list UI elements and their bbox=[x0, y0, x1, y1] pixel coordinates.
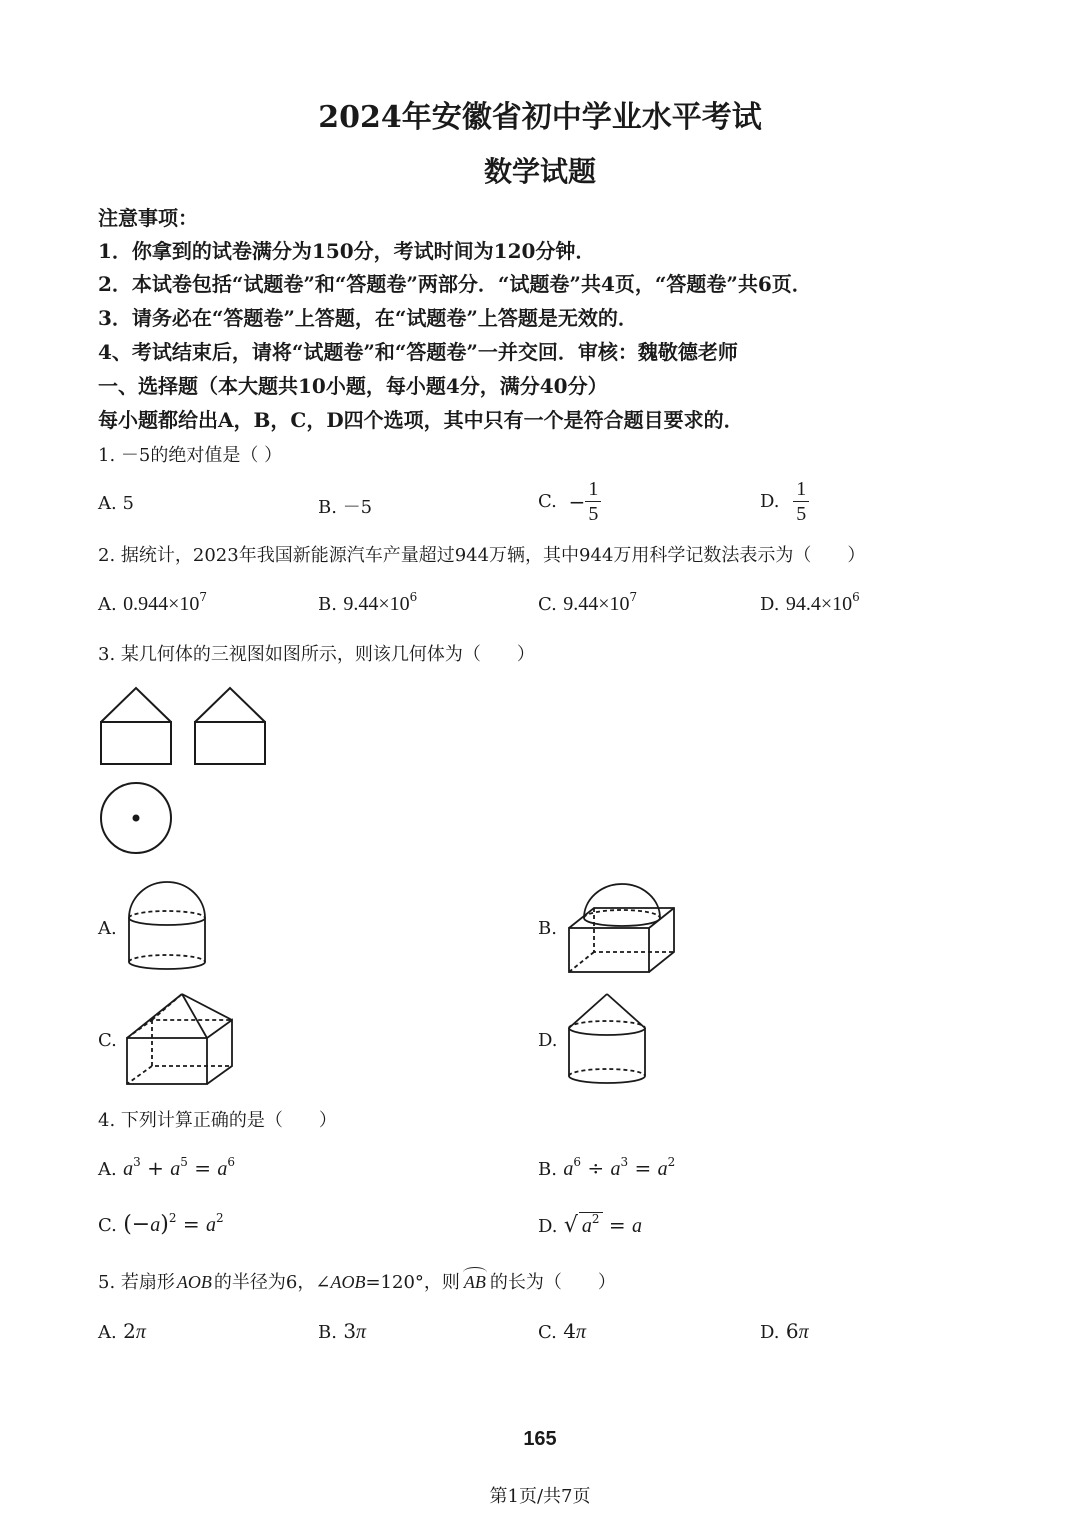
exam-subtitle: 数学试题 bbox=[483, 155, 596, 188]
note-item-3: 3．请务必在“答题卷”上答题，在“试题卷”上答题是无效的． bbox=[98, 306, 638, 330]
q3-option-c-label: C. bbox=[98, 1030, 117, 1051]
q3-option-b-label: B. bbox=[538, 918, 557, 939]
page-footer: 第1页/共7页 bbox=[489, 1486, 591, 1507]
q1-option-b: B. －5 bbox=[318, 497, 373, 518]
q1-c-fraction: $\frac{1}{5}$ bbox=[585, 477, 601, 526]
sqrt-radicand: $a^2$ bbox=[579, 1212, 603, 1238]
q3-option-b-figure bbox=[562, 876, 682, 978]
q4-option-b: B. $a^6 \div a^3 = a^2$ bbox=[538, 1155, 676, 1180]
three-view-figure bbox=[96, 684, 276, 859]
q1-d-fraction: $\frac{1}{5}$ bbox=[793, 477, 809, 526]
exam-title: 2024年安徽省初中学业水平考试 bbox=[318, 100, 762, 135]
q4-stem: 4. 下列计算正确的是（ ） bbox=[98, 1110, 337, 1131]
q5-option-a: A. 2π bbox=[98, 1319, 146, 1343]
q4-option-a: A. $a^3 + a^5 = a^6$ bbox=[98, 1155, 235, 1180]
section-heading: 一、选择题（本大题共10小题，每小题4分，满分40分） bbox=[98, 374, 608, 398]
q1-stem: 1. －5的绝对值是（ ） bbox=[98, 445, 283, 466]
q2-option-b: B. $9.44\times 10^6$ bbox=[318, 590, 418, 615]
q4-option-c: C. $(-a)^2 = a^2$ bbox=[98, 1211, 224, 1237]
q5-option-c: C. 4π bbox=[538, 1319, 586, 1343]
q3-option-d-label: D. bbox=[538, 1030, 558, 1051]
q3-option-a-label: A. bbox=[98, 918, 117, 939]
q5-stem: 5. 若扇形 AOB 的半径为6，∠AOB=120°，则 AB 的长为（ ） bbox=[98, 1272, 616, 1293]
section-instruction: 每小题都给出A，B，C，D四个选项，其中只有一个是符合题目要求的． bbox=[98, 408, 744, 432]
q3-option-c-figure bbox=[122, 990, 237, 1090]
q3-option-d-figure bbox=[564, 990, 656, 1088]
arc-ab: AB bbox=[463, 1272, 486, 1292]
note-item-1: 1．你拿到的试卷满分为150分，考试时间为120分钟． bbox=[98, 239, 596, 263]
top-view-center-dot bbox=[133, 815, 140, 822]
note-item-4: 4、考试结束后，请将“试题卷”和“答题卷”一并交回．审核：魏敬德老师 bbox=[98, 340, 738, 364]
side-view bbox=[195, 688, 265, 764]
q4-option-d: D. √ $a^2 = a$ bbox=[538, 1212, 643, 1238]
q1-option-a: A. 5 bbox=[98, 493, 134, 514]
q2-stem: 2. 据统计，2023年我国新能源汽车产量超过944万辆，其中944万用科学记数法表示为（ ） bbox=[98, 545, 866, 566]
note-item-2: 2．本试卷包括“试题卷”和“答题卷”两部分．“试题卷”共4页，“答题卷”共6页． bbox=[98, 272, 812, 296]
q5-option-b: B. 3π bbox=[318, 1319, 367, 1343]
q3-option-a-figure bbox=[124, 880, 214, 975]
q2-option-a: A. $0.944\times 10^7$ bbox=[98, 590, 208, 615]
q3-stem: 3. 某几何体的三视图如图所示，则该几何体为（ ） bbox=[98, 644, 535, 665]
q2-option-c: C. $9.44\times 10^7$ bbox=[538, 590, 638, 615]
q2-option-d: D. $94.4\times 10^6$ bbox=[760, 590, 860, 615]
q5-option-d: D. 6π bbox=[760, 1319, 809, 1343]
q1-option-d: D. $\frac{1}{5}$ bbox=[760, 477, 809, 526]
front-view bbox=[101, 688, 171, 764]
page-number: 165 bbox=[523, 1428, 557, 1450]
q1-option-c: C. − $\frac{1}{5}$ bbox=[538, 477, 601, 526]
notes-heading: 注意事项： bbox=[98, 206, 198, 230]
